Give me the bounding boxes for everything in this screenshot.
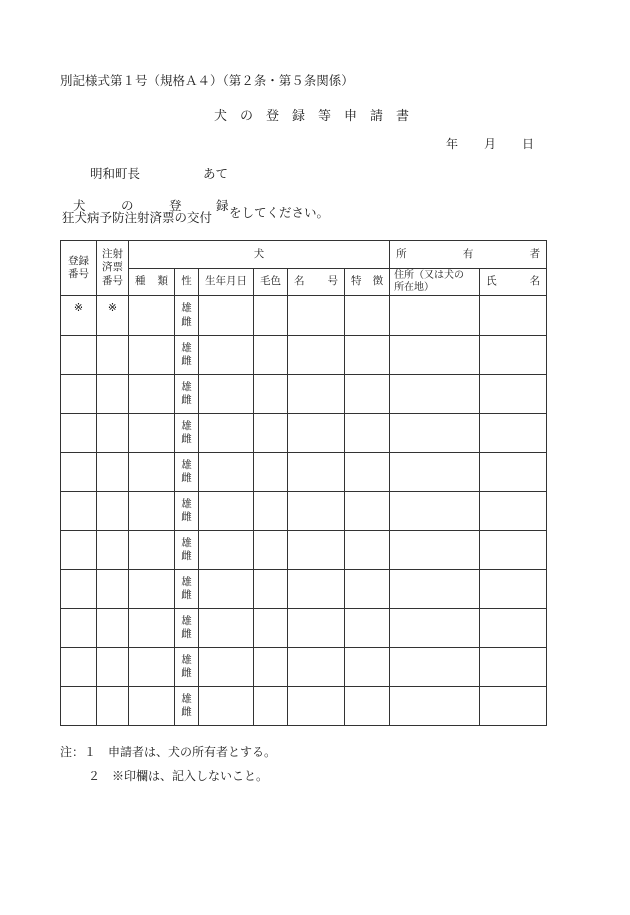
- table-row: [61, 531, 547, 570]
- registration-number-cell: [61, 336, 97, 375]
- birthdate-cell[interactable]: [199, 609, 254, 648]
- header-coat-color: 毛色: [254, 269, 288, 296]
- birthdate-cell[interactable]: [199, 375, 254, 414]
- owner-address-cell[interactable]: [390, 296, 480, 336]
- coat-color-cell[interactable]: [254, 453, 288, 492]
- owner-name-cell[interactable]: [480, 414, 547, 453]
- breed-cell[interactable]: [129, 375, 175, 414]
- owner-name-cell[interactable]: [480, 609, 547, 648]
- table-row: [61, 296, 547, 336]
- table-row: [61, 648, 547, 687]
- form-code: 別記様式第１号（規格Ａ４）（第２条・第５条関係）: [60, 73, 354, 88]
- breed-cell[interactable]: [129, 296, 175, 336]
- request-option-registration-1: 犬: [73, 198, 86, 213]
- birthdate-cell[interactable]: [199, 648, 254, 687]
- birthdate-cell[interactable]: [199, 414, 254, 453]
- owner-name-cell[interactable]: [480, 531, 547, 570]
- birthdate-cell[interactable]: [199, 570, 254, 609]
- coat-color-cell[interactable]: [254, 609, 288, 648]
- owner-address-cell[interactable]: [390, 414, 480, 453]
- request-option-registration-4: 録: [216, 198, 229, 213]
- injection-tag-number-cell: [97, 648, 129, 687]
- header-owner-address: 住所（又は犬の 所在地）: [390, 269, 480, 296]
- features-cell[interactable]: [345, 492, 390, 531]
- registration-number-cell: [61, 414, 97, 453]
- coat-color-cell[interactable]: [254, 531, 288, 570]
- header-registration-number: 登録 番号: [61, 241, 97, 296]
- header-dog: 犬: [129, 241, 390, 269]
- request-suffix: をしてください。: [229, 205, 330, 220]
- owner-address-cell[interactable]: [390, 531, 480, 570]
- sex-cell[interactable]: 雄 雌: [175, 492, 199, 531]
- injection-tag-number-cell: [97, 414, 129, 453]
- owner-address-cell[interactable]: [390, 336, 480, 375]
- header-owner-name: 氏 名: [480, 269, 547, 296]
- note-1: 注：１ 申請者は、犬の所有者とする。: [60, 745, 277, 759]
- birthdate-cell[interactable]: [199, 336, 254, 375]
- sex-cell[interactable]: 雄 雌: [175, 296, 199, 336]
- header-sex: 性: [175, 269, 199, 296]
- owner-address-cell[interactable]: [390, 492, 480, 531]
- addressee-mayor: 明和町長: [90, 166, 141, 181]
- table-row: [61, 414, 547, 453]
- features-cell[interactable]: [345, 648, 390, 687]
- table-row: [61, 336, 547, 375]
- birthdate-cell[interactable]: [199, 531, 254, 570]
- header-breed: 種 類: [129, 269, 175, 296]
- dog-name-cell[interactable]: [288, 453, 345, 492]
- breed-cell[interactable]: [129, 687, 175, 726]
- notes: [60, 740, 276, 788]
- coat-color-cell[interactable]: [254, 336, 288, 375]
- registration-number-cell: [61, 375, 97, 414]
- dog-name-cell[interactable]: [288, 687, 345, 726]
- coat-color-cell[interactable]: [254, 375, 288, 414]
- request-option-registration-3: 登: [169, 198, 182, 213]
- dog-name-cell[interactable]: [288, 414, 345, 453]
- breed-cell[interactable]: [129, 453, 175, 492]
- dog-name-cell[interactable]: [288, 375, 345, 414]
- breed-cell[interactable]: [129, 609, 175, 648]
- breed-cell[interactable]: [129, 648, 175, 687]
- registration-number-cell: [61, 687, 97, 726]
- sex-cell[interactable]: 雄 雌: [175, 375, 199, 414]
- owner-name-cell[interactable]: [480, 375, 547, 414]
- table-row: [61, 609, 547, 648]
- coat-color-cell[interactable]: [254, 414, 288, 453]
- registration-table: [60, 240, 547, 726]
- injection-tag-number-cell: ※: [97, 296, 129, 336]
- dog-name-cell[interactable]: [288, 492, 345, 531]
- registration-number-cell: [61, 648, 97, 687]
- sex-cell[interactable]: 雄 雌: [175, 687, 199, 726]
- owner-address-cell[interactable]: [390, 687, 480, 726]
- dog-name-cell[interactable]: [288, 296, 345, 336]
- coat-color-cell[interactable]: [254, 687, 288, 726]
- features-cell[interactable]: [345, 414, 390, 453]
- owner-address-cell[interactable]: [390, 453, 480, 492]
- features-cell[interactable]: [345, 609, 390, 648]
- owner-name-cell[interactable]: [480, 648, 547, 687]
- owner-address-cell[interactable]: [390, 570, 480, 609]
- owner-name-cell[interactable]: [480, 492, 547, 531]
- features-cell[interactable]: [345, 570, 390, 609]
- sex-cell[interactable]: 雄 雌: [175, 570, 199, 609]
- header-birthdate: 生年月日: [199, 269, 254, 296]
- table-row: [61, 453, 547, 492]
- sex-cell[interactable]: 雄 雌: [175, 453, 199, 492]
- registration-number-cell: [61, 453, 97, 492]
- owner-name-cell[interactable]: [480, 453, 547, 492]
- owner-name-cell[interactable]: [480, 570, 547, 609]
- coat-color-cell[interactable]: [254, 570, 288, 609]
- breed-cell[interactable]: [129, 336, 175, 375]
- note-2: ２ ※印欄は、記入しないこと。: [88, 769, 269, 783]
- table-row: [61, 570, 547, 609]
- owner-address-cell[interactable]: [390, 609, 480, 648]
- features-cell[interactable]: [345, 687, 390, 726]
- header-dog-name: 名 号: [288, 269, 345, 296]
- request-option-tag: 狂犬病予防注射済票の交付: [62, 210, 213, 225]
- owner-name-cell[interactable]: [480, 336, 547, 375]
- injection-tag-number-cell: [97, 375, 129, 414]
- birthdate-cell[interactable]: [199, 492, 254, 531]
- coat-color-cell[interactable]: [254, 648, 288, 687]
- injection-tag-number-cell: [97, 453, 129, 492]
- date-year-label: 年: [446, 137, 459, 151]
- dog-name-cell[interactable]: [288, 609, 345, 648]
- sex-cell[interactable]: 雄 雌: [175, 414, 199, 453]
- breed-cell[interactable]: [129, 414, 175, 453]
- features-cell[interactable]: [345, 296, 390, 336]
- header-owner: 所 有 者: [390, 241, 547, 269]
- header-injection-tag-number: 注射 済票 番号: [97, 241, 129, 296]
- dog-name-cell[interactable]: [288, 336, 345, 375]
- owner-address-cell[interactable]: [390, 648, 480, 687]
- form-title: 犬の登録等申請書: [213, 109, 422, 124]
- registration-number-cell: [61, 531, 97, 570]
- dog-name-cell[interactable]: [288, 570, 345, 609]
- request-option-registration-2: の: [121, 198, 134, 213]
- date-month-label: 月: [484, 137, 497, 151]
- coat-color-cell[interactable]: [254, 492, 288, 531]
- injection-tag-number-cell: [97, 492, 129, 531]
- table-row: [61, 375, 547, 414]
- birthdate-cell[interactable]: [199, 296, 254, 336]
- table-row: [61, 492, 547, 531]
- sex-cell[interactable]: 雄 雌: [175, 336, 199, 375]
- features-cell[interactable]: [345, 375, 390, 414]
- sex-cell[interactable]: 雄 雌: [175, 531, 199, 570]
- injection-tag-number-cell: [97, 609, 129, 648]
- table-row: [61, 687, 547, 726]
- owner-address-cell[interactable]: [390, 375, 480, 414]
- owner-name-cell[interactable]: [480, 687, 547, 726]
- features-cell[interactable]: [345, 531, 390, 570]
- features-cell[interactable]: [345, 336, 390, 375]
- injection-tag-number-cell: [97, 336, 129, 375]
- dog-name-cell[interactable]: [288, 648, 345, 687]
- sex-cell[interactable]: 雄 雌: [175, 648, 199, 687]
- registration-number-cell: [61, 609, 97, 648]
- features-cell[interactable]: [345, 453, 390, 492]
- birthdate-cell[interactable]: [199, 453, 254, 492]
- registration-number-cell: [61, 570, 97, 609]
- owner-name-cell[interactable]: [480, 296, 547, 336]
- birthdate-cell[interactable]: [199, 687, 254, 726]
- breed-cell[interactable]: [129, 531, 175, 570]
- dog-name-cell[interactable]: [288, 531, 345, 570]
- addressee-suffix: あて: [203, 166, 229, 181]
- registration-number-cell: [61, 492, 97, 531]
- injection-tag-number-cell: [97, 570, 129, 609]
- date-day-label: 日: [522, 137, 535, 151]
- breed-cell[interactable]: [129, 570, 175, 609]
- injection-tag-number-cell: [97, 687, 129, 726]
- registration-number-cell: ※: [61, 296, 97, 336]
- breed-cell[interactable]: [129, 492, 175, 531]
- header-features: 特 徴: [345, 269, 390, 296]
- coat-color-cell[interactable]: [254, 296, 288, 336]
- injection-tag-number-cell: [97, 531, 129, 570]
- sex-cell[interactable]: 雄 雌: [175, 609, 199, 648]
